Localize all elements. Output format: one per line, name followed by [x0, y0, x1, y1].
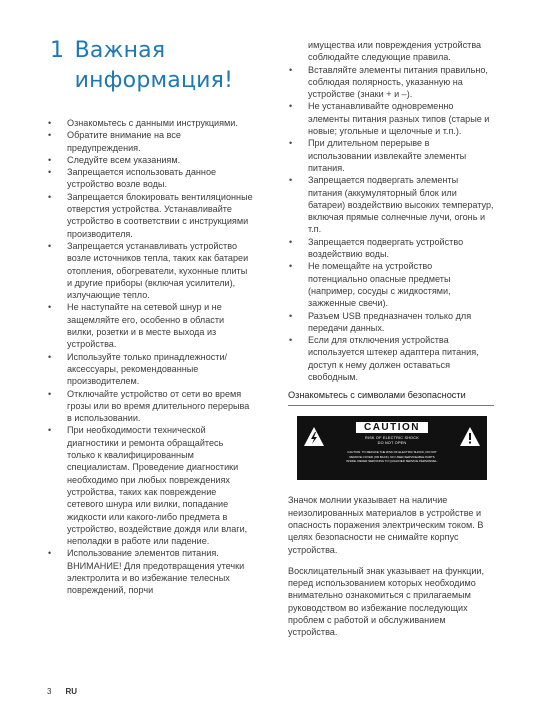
section-number: 1: [50, 38, 64, 63]
left-column: [47, 117, 253, 597]
bullet-item: • При длительном перерыве в использовании извлекайте элементы питания.: [288, 137, 494, 174]
lightning-description: Значок молнии указывает на наличие неизолированных материалов в устройстве и опасность поражения электрическим током. В целях безопасности не снимайте корпус устройства.: [288, 495, 484, 555]
fine-print-line: CAUTION: TO REDUCE THE RISK OF ELECTRIC SHOCK, DO NOT: [347, 450, 437, 455]
right-column: [288, 39, 494, 648]
language-code: RU: [65, 687, 78, 696]
safety-symbols-heading: Ознакомьтесь с символами безопасности: [288, 389, 494, 406]
bullet-item: • При необходимости технической диагностики и ремонта обращайтесь только к квалифицированным специалистам. Проведение диагностики необходимо при любых повреждениях устройства, таких как повреждение сетевого шнура или вилки, попадание жидкости или какого-либо предмета в устройство, воздействие дождя или влаги, неполадки в работе или падение.: [47, 424, 253, 547]
bullet-item: • Ознакомьтесь с данными инструкциями.: [47, 117, 253, 129]
section-title: [50, 36, 260, 96]
bullet-item: • Разъем USB предназначен только для передачи данных.: [288, 310, 494, 335]
bullet-item: • Следуйте всем указаниям.: [47, 154, 253, 166]
bullet-item: • Запрещается использовать данное устройство возле воды.: [47, 166, 253, 191]
bullet-item: • Запрещается подвергать устройство воздействию воды.: [288, 236, 494, 261]
left-bullet-list: [47, 117, 253, 597]
bullet-item: • Не наступайте на сетевой шнур и не защемляйте его, особенно в области вилки, розетки и в месте выхода из устройства.: [47, 301, 253, 350]
bullet-item: • Не помещайте на устройство потенциально опасные предметы (например, сосуды с жидкостями, зажженные свечи).: [288, 260, 494, 309]
bullet-item: • Запрещается устанавливать устройство возле источников тепла, таких как батареи отопления, обогреватели, кухонные плиты и другие приборы (включая усилители), излучающие тепло.: [47, 240, 253, 301]
risk-line: DO NOT OPEN: [377, 440, 407, 445]
right-bullet-list: [288, 64, 494, 384]
bullet-item: • Вставляйте элементы питания правильно, соблюдая полярность, указанную на устройстве (знаки + и –).: [288, 64, 494, 101]
bullet-item: • Обратите внимание на все предупреждения.: [47, 129, 253, 154]
risk-line: RISK OF ELECTRIC SHOCK: [365, 436, 419, 441]
fine-print-line: REMOVE COVER (OR BACK). NO USER-SERVICEABLE PARTS: [349, 454, 435, 459]
caution-label-image: [297, 416, 487, 480]
bullet-item: • Запрещается подвергать элементы питания (аккумуляторный блок или батареи) воздействию высоких температур, включая прямые солнечные лучи, огонь и т.п.: [288, 174, 494, 235]
continued-text: имущества или повреждения устройства соблюдайте следующие правила.: [308, 40, 482, 63]
bullet-item: • Используйте только принадлежности/аксессуары, рекомендованные производителем.: [47, 351, 253, 388]
bullet-item: • Если для отключения устройства используется штекер адаптера питания, доступ к нему должен оставаться свободным.: [288, 334, 494, 383]
fine-print-line: INSIDE. REFER SERVICING TO QUALIFIED SERVICE PERSONNEL.: [346, 459, 438, 464]
bullet-item: • Запрещается блокировать вентиляционные отверстия устройства. Устанавливайте устройство в соответствии с инструкциями производителя.: [47, 191, 253, 240]
caution-title: CAUTION: [356, 422, 428, 433]
bullet-item: • Отключайте устройство от сети во время грозы или во время длительного перерыва в использовании.: [47, 388, 253, 425]
section-heading: Важная информация!: [74, 38, 234, 93]
risk-text: [297, 436, 487, 445]
exclamation-description: Восклицательный знак указывает на функции, перед использованием которых необходимо внимательно ознакомиться с прилагаемым руководством во избежание последующих проблем с работой и обслуживанием устройства.: [288, 565, 485, 638]
caution-fine-print: [329, 450, 455, 463]
bullet-item: • Не устанавливайте одновременно элементы питания разных типов (старые и новые; угольные и щелочные и т.п.).: [288, 100, 494, 137]
page-number: 3: [47, 687, 52, 696]
page-footer: [47, 687, 77, 696]
bullet-item: • Использование элементов питания. ВНИМАНИЕ! Для предотвращения утечки электролита и во избежание телесных повреждений, порчи: [47, 547, 253, 596]
